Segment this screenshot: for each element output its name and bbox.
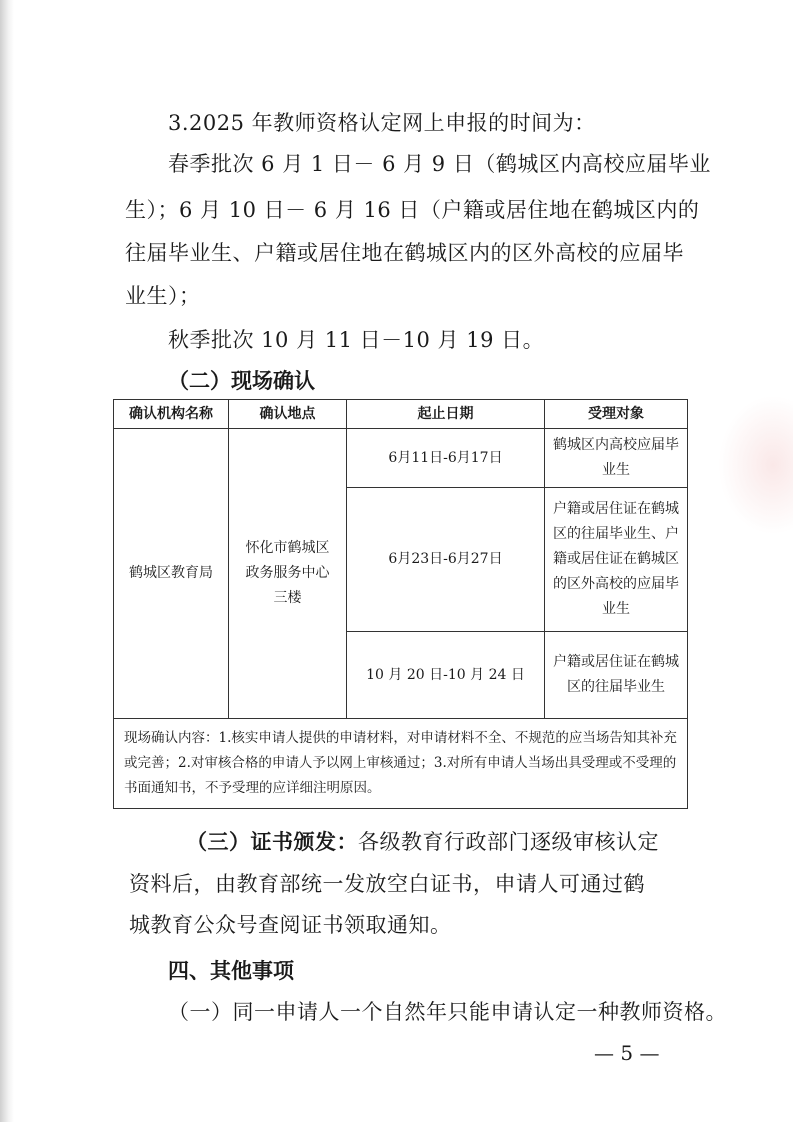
spring-batch-line-3: 往届毕业生、户籍或居住地在鹤城区内的区外高校的应届毕 (125, 241, 684, 265)
onsite-confirmation-table (113, 399, 688, 809)
other-item-1: （一）同一申请人一个自然年只能申请认定一种教师资格。 (168, 1000, 727, 1024)
header-target: 受理对象 (545, 400, 688, 429)
time-intro-line: 3.2025 年教师资格认定网上申报的时间为： (168, 111, 596, 135)
spring-batch-line-4: 业生）； (125, 284, 201, 308)
spring-batch-line-2: 生）；6 月 10 日－ 6 月 16 日（户籍或居住地在鹤城区内的 (125, 198, 700, 222)
target-cell: 户籍或居住证在鹤城区的往届毕业生、户籍或居住证在鹤城区的区外高校的应届毕业生 (545, 488, 688, 632)
table-note-row (114, 719, 688, 809)
dates-cell: 10 月 20 日-10 月 24 日 (347, 632, 545, 719)
page-number: — 5 — (594, 1041, 660, 1065)
target-cell: 鹤城区内高校应届毕业生 (545, 429, 688, 488)
cert-line-2: 资料后，由教育部统一发放空白证书，申请人可通过鹤 (129, 872, 645, 896)
target-cell: 户籍或居住证在鹤城区的往届毕业生 (545, 632, 688, 719)
header-dates: 起止日期 (347, 400, 545, 429)
cert-line-1 (186, 827, 659, 857)
header-org: 确认机构名称 (114, 400, 229, 429)
spring-batch-line-1: 春季批次 6 月 1 日－ 6 月 9 日（鹤城区内高校应届毕业 (168, 152, 711, 176)
dates-cell: 6月11日-6月17日 (347, 429, 545, 488)
cert-line-3: 城教育公众号查阅证书领取通知。 (129, 913, 452, 937)
org-cell: 鹤城区教育局 (114, 429, 229, 719)
dates-cell: 6月23日-6月27日 (347, 488, 545, 632)
table-row (114, 429, 688, 488)
section-other-heading: 四、其他事项 (168, 958, 294, 983)
note-cell: 现场确认内容：1.核实申请人提供的申请材料，对申请材料不全、不规范的应当场告知其补充或完善；2.对审核合格的申请人予以网上审核通过；3.对所有申请人当场出具受理或不受理的书面通知书，不予受理的应详细注明原因。 (114, 719, 688, 809)
table-header-row (114, 400, 688, 429)
seal-stamp-mark (718, 395, 793, 535)
cert-heading: （三）证书颁发： (186, 829, 358, 854)
location-cell: 怀化市鹤城区政务服务中心三楼 (229, 429, 347, 719)
header-location: 确认地点 (229, 400, 347, 429)
section-onsite-heading: （二）现场确认 (168, 368, 315, 393)
scan-edge-shadow (0, 0, 14, 1122)
autumn-batch-line: 秋季批次 10 月 11 日－10 月 19 日。 (168, 328, 545, 352)
cert-line-1-text: 各级教育行政部门逐级审核认定 (358, 830, 659, 854)
